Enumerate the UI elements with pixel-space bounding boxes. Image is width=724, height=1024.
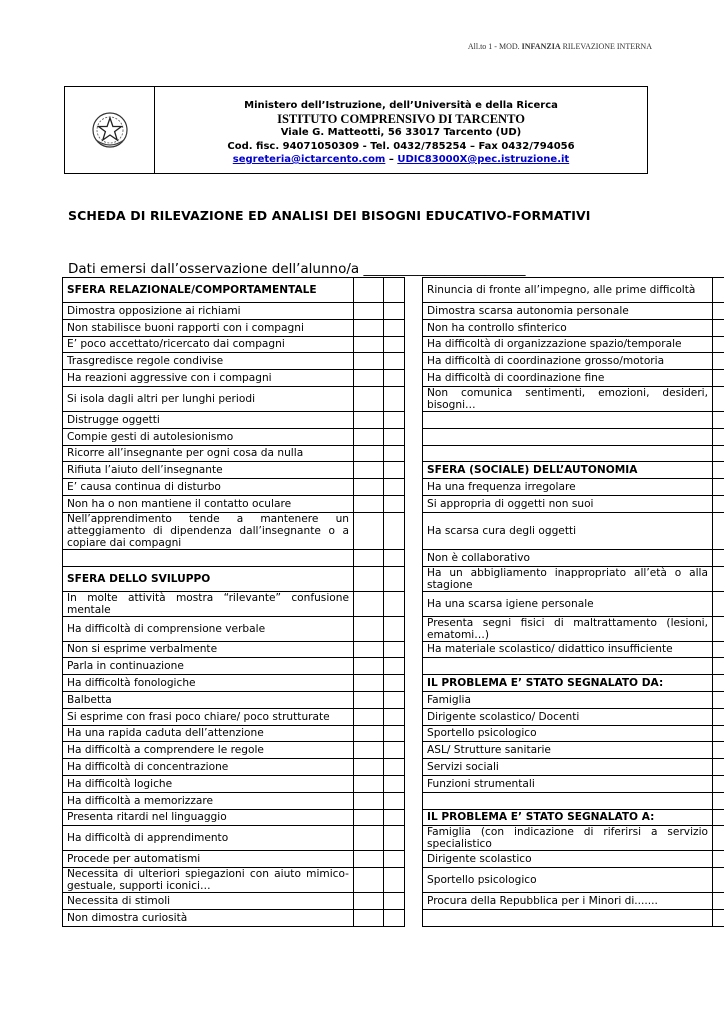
- right-item-cell: Famiglia: [423, 691, 713, 708]
- left-item-cell: Balbetta: [63, 691, 354, 708]
- left-check-cell-a[interactable]: [354, 868, 384, 893]
- table-row: [63, 759, 724, 776]
- left-check-cell-b[interactable]: [384, 658, 405, 675]
- column-gap: [405, 319, 423, 336]
- left-item-cell: Non dimostra curiosità: [63, 909, 354, 926]
- right-item-cell: Dirigente scolastico: [423, 851, 713, 868]
- right-item-cell: Si appropria di oggetti non suoi: [423, 495, 713, 512]
- column-gap: [405, 759, 423, 776]
- left-check-cell-b[interactable]: [384, 495, 405, 512]
- left-check-cell-a[interactable]: [354, 893, 384, 910]
- table-row: [63, 428, 724, 445]
- left-item-cell: Ha difficoltà di concentrazione: [63, 759, 354, 776]
- left-item-cell: Non ha o non mantiene il contatto oculare: [63, 495, 354, 512]
- right-item-cell: Ha un abbigliamento inappropriato all’età o alla stagione: [423, 566, 713, 591]
- column-gap: [405, 445, 423, 462]
- table-row: [63, 792, 724, 809]
- column-gap: [405, 353, 423, 370]
- right-item-cell: Ha difficoltà di coordinazione fine: [423, 370, 713, 387]
- right-check-cell[interactable]: [713, 479, 724, 496]
- table-row: [63, 278, 724, 303]
- column-gap: [405, 386, 423, 411]
- left-check-cell-a[interactable]: [354, 775, 384, 792]
- left-item-cell: Si isola dagli altri per lunghi periodi: [63, 386, 354, 411]
- left-item-cell: Ha difficoltà a memorizzare: [63, 792, 354, 809]
- left-item-cell: Distrugge oggetti: [63, 411, 354, 428]
- pec-link[interactable]: UDIC83000X@pec.istruzione.it: [397, 154, 570, 165]
- left-check-cell-b[interactable]: [384, 826, 405, 851]
- left-item-cell: E’ causa continua di disturbo: [63, 479, 354, 496]
- left-check-cell-b[interactable]: [384, 566, 405, 591]
- left-check-cell-a[interactable]: [354, 428, 384, 445]
- left-check-cell-b[interactable]: [384, 479, 405, 496]
- right-item-cell: Rinuncia di fronte all’impegno, alle prime difficoltà: [423, 278, 713, 303]
- right-item-cell: [423, 445, 713, 462]
- left-check-cell-b[interactable]: [384, 512, 405, 549]
- table-row: [63, 616, 724, 641]
- left-item-cell: Nell’apprendimento tende a mantenere un atteggiamento di dipendenza dall’insegnante o a copiare dai compagni: [63, 512, 354, 549]
- left-check-cell-b[interactable]: [384, 675, 405, 692]
- left-check-cell-b[interactable]: [384, 591, 405, 616]
- left-item-cell: Rifiuta l’aiuto dell’insegnante: [63, 462, 354, 479]
- right-check-cell[interactable]: [713, 658, 724, 675]
- column-gap: [405, 809, 423, 826]
- right-item-cell: Non comunica sentimenti, emozioni, desideri, bisogni…: [423, 386, 713, 411]
- left-check-cell-a[interactable]: [354, 512, 384, 549]
- table-row: [63, 512, 724, 549]
- table-row: [63, 386, 724, 411]
- right-check-cell[interactable]: [713, 616, 724, 641]
- right-item-cell: Ha difficoltà di coordinazione grosso/motoria: [423, 353, 713, 370]
- right-item-cell: Ha difficoltà di organizzazione spazio/temporale: [423, 336, 713, 353]
- right-item-cell: Ha una frequenza irregolare: [423, 479, 713, 496]
- left-check-cell-a[interactable]: [354, 566, 384, 591]
- left-check-cell-a[interactable]: [354, 445, 384, 462]
- table-row: [63, 909, 724, 926]
- left-item-cell: Presenta ritardi nel linguaggio: [63, 809, 354, 826]
- left-item-cell: Procede per automatismi: [63, 851, 354, 868]
- column-gap: [405, 566, 423, 591]
- right-item-cell: ASL/ Strutture sanitarie: [423, 742, 713, 759]
- table-row: [63, 445, 724, 462]
- ministry-name: Ministero dell’Istruzione, dell’Università e della Ricerca: [244, 100, 558, 111]
- right-check-cell[interactable]: [713, 386, 724, 411]
- table-row: [63, 641, 724, 658]
- column-gap: [405, 742, 423, 759]
- column-gap: [405, 792, 423, 809]
- table-row: [63, 411, 724, 428]
- table-row: [63, 591, 724, 616]
- left-check-cell-a[interactable]: [354, 675, 384, 692]
- left-item-cell: Ha difficoltà di comprensione verbale: [63, 616, 354, 641]
- left-check-cell-b[interactable]: [384, 792, 405, 809]
- column-gap: [405, 428, 423, 445]
- right-check-cell[interactable]: [713, 566, 724, 591]
- left-item-cell: Ha difficoltà a comprendere le regole: [63, 742, 354, 759]
- table-row: [63, 495, 724, 512]
- left-check-cell-b[interactable]: [384, 278, 405, 303]
- left-check-cell-b[interactable]: [384, 759, 405, 776]
- left-item-cell: Dimostra opposizione ai richiami: [63, 303, 354, 320]
- column-gap: [405, 616, 423, 641]
- right-item-cell: Procura della Repubblica per i Minori di.......: [423, 893, 713, 910]
- left-check-cell-b[interactable]: [384, 809, 405, 826]
- left-check-cell-b[interactable]: [384, 775, 405, 792]
- left-check-cell-a[interactable]: [354, 708, 384, 725]
- form-title: SCHEDA DI RILEVAZIONE ED ANALISI DEI BISOGNI EDUCATIVO-FORMATIVI: [68, 208, 591, 223]
- email-separator: –: [388, 154, 394, 165]
- left-item-cell: SFERA RELAZIONALE/COMPORTAMENTALE: [63, 278, 354, 303]
- left-check-cell-b[interactable]: [384, 725, 405, 742]
- column-gap: [405, 658, 423, 675]
- left-check-cell-a[interactable]: [354, 370, 384, 387]
- left-check-cell-a[interactable]: [354, 549, 384, 566]
- left-check-cell-a[interactable]: [354, 691, 384, 708]
- left-check-cell-b[interactable]: [384, 462, 405, 479]
- email-link[interactable]: segreteria@ictarcento.com: [232, 154, 386, 165]
- column-gap: [405, 708, 423, 725]
- column-gap: [405, 411, 423, 428]
- right-item-cell: Dimostra scarsa autonomia personale: [423, 303, 713, 320]
- left-check-cell-b[interactable]: [384, 549, 405, 566]
- column-gap: [405, 495, 423, 512]
- left-item-cell: Trasgredisce regole condivise: [63, 353, 354, 370]
- right-check-cell[interactable]: [713, 641, 724, 658]
- right-item-cell: IL PROBLEMA E’ STATO SEGNALATO DA:: [423, 675, 713, 692]
- right-check-cell[interactable]: [713, 353, 724, 370]
- column-gap: [405, 370, 423, 387]
- table-row: [63, 809, 724, 826]
- right-check-cell[interactable]: [713, 675, 724, 692]
- document-reference: All.to 1 - MOD. INFANZIA RILEVAZIONE INTERNA: [467, 42, 652, 51]
- right-check-cell[interactable]: [713, 893, 724, 910]
- column-gap: [405, 591, 423, 616]
- left-check-cell-a[interactable]: [354, 658, 384, 675]
- left-check-cell-b[interactable]: [384, 641, 405, 658]
- left-item-cell: Ricorre all’insegnante per ogni cosa da nulla: [63, 445, 354, 462]
- left-check-cell-a[interactable]: [354, 725, 384, 742]
- right-item-cell: Ha materiale scolastico/ didattico insufficiente: [423, 641, 713, 658]
- right-item-cell: Dirigente scolastico/ Docenti: [423, 708, 713, 725]
- right-item-cell: SFERA (SOCIALE) DELL’AUTONOMIA: [423, 462, 713, 479]
- left-check-cell-b[interactable]: [384, 428, 405, 445]
- left-item-cell: Parla in continuazione: [63, 658, 354, 675]
- table-row: [63, 868, 724, 893]
- right-check-cell[interactable]: [713, 809, 724, 826]
- right-item-cell: Non è collaborativo: [423, 549, 713, 566]
- left-check-cell-a[interactable]: [354, 641, 384, 658]
- right-check-cell[interactable]: [713, 691, 724, 708]
- table-row: [63, 691, 724, 708]
- table-row: [63, 479, 724, 496]
- right-check-cell[interactable]: [713, 909, 724, 926]
- left-check-cell-a[interactable]: [354, 319, 384, 336]
- left-check-cell-a[interactable]: [354, 616, 384, 641]
- right-item-cell: IL PROBLEMA E’ STATO SEGNALATO A:: [423, 809, 713, 826]
- column-gap: [405, 549, 423, 566]
- left-item-cell: Ha difficoltà di apprendimento: [63, 826, 354, 851]
- right-check-cell[interactable]: [713, 775, 724, 792]
- right-check-cell[interactable]: [713, 462, 724, 479]
- right-check-cell[interactable]: [713, 792, 724, 809]
- school-name: ISTITUTO COMPRENSIVO DI TARCENTO: [277, 111, 525, 126]
- column-gap: [405, 909, 423, 926]
- left-check-cell-b[interactable]: [384, 411, 405, 428]
- right-item-cell: Famiglia (con indicazione di riferirsi a servizio specialistico: [423, 826, 713, 851]
- left-item-cell: Necessita di ulteriori spiegazioni con aiuto mimico-gestuale, supporti iconici…: [63, 868, 354, 893]
- table-row: [63, 566, 724, 591]
- right-check-cell[interactable]: [713, 708, 724, 725]
- left-check-cell-a[interactable]: [354, 792, 384, 809]
- left-check-cell-a[interactable]: [354, 386, 384, 411]
- column-gap: [405, 893, 423, 910]
- table-row: [63, 742, 724, 759]
- school-contacts: Cod. fisc. 94071050309 - Tel. 0432/785254 – Fax 0432/794056: [227, 140, 575, 152]
- left-check-cell-b[interactable]: [384, 336, 405, 353]
- emblem-cell: [65, 87, 155, 173]
- letterhead-box: [64, 86, 648, 174]
- right-item-cell: [423, 909, 713, 926]
- table-row: [63, 675, 724, 692]
- left-check-cell-b[interactable]: [384, 851, 405, 868]
- left-check-cell-b[interactable]: [384, 319, 405, 336]
- left-check-cell-a[interactable]: [354, 278, 384, 303]
- left-check-cell-a[interactable]: [354, 411, 384, 428]
- column-gap: [405, 725, 423, 742]
- left-check-cell-a[interactable]: [354, 353, 384, 370]
- right-item-cell: Ha scarsa cura degli oggetti: [423, 512, 713, 549]
- table-row: [63, 851, 724, 868]
- left-check-cell-b[interactable]: [384, 445, 405, 462]
- left-check-cell-b[interactable]: [384, 353, 405, 370]
- right-check-cell[interactable]: [713, 445, 724, 462]
- right-check-cell[interactable]: [713, 411, 724, 428]
- left-check-cell-b[interactable]: [384, 386, 405, 411]
- right-item-cell: Sportello psicologico: [423, 868, 713, 893]
- table-row: [63, 549, 724, 566]
- table-row: [63, 462, 724, 479]
- right-check-cell[interactable]: [713, 303, 724, 320]
- left-item-cell: Compie gesti di autolesionismo: [63, 428, 354, 445]
- right-item-cell: Servizi sociali: [423, 759, 713, 776]
- table-row: [63, 775, 724, 792]
- left-check-cell-a[interactable]: [354, 462, 384, 479]
- left-check-cell-b[interactable]: [384, 909, 405, 926]
- left-check-cell-b[interactable]: [384, 370, 405, 387]
- column-gap: [405, 303, 423, 320]
- left-check-cell-a[interactable]: [354, 336, 384, 353]
- right-item-cell: [423, 792, 713, 809]
- left-item-cell: Non stabilisce buoni rapporti con i compagni: [63, 319, 354, 336]
- left-check-cell-a[interactable]: [354, 303, 384, 320]
- left-check-cell-a[interactable]: [354, 495, 384, 512]
- right-check-cell[interactable]: [713, 319, 724, 336]
- left-check-cell-a[interactable]: [354, 851, 384, 868]
- right-check-cell[interactable]: [713, 826, 724, 851]
- left-item-cell: E’ poco accettato/ricercato dai compagni: [63, 336, 354, 353]
- table-row: [63, 893, 724, 910]
- left-check-cell-b[interactable]: [384, 893, 405, 910]
- email-links: [155, 153, 647, 167]
- right-check-cell[interactable]: [713, 725, 724, 742]
- left-item-cell: Ha difficoltà logiche: [63, 775, 354, 792]
- column-gap: [405, 462, 423, 479]
- right-item-cell: Ha una scarsa igiene personale: [423, 591, 713, 616]
- left-check-cell-a[interactable]: [354, 809, 384, 826]
- table-row: [63, 353, 724, 370]
- left-check-cell-b[interactable]: [384, 708, 405, 725]
- table-row: [63, 708, 724, 725]
- right-item-cell: Sportello psicologico: [423, 725, 713, 742]
- left-item-cell: SFERA DELLO SVILUPPO: [63, 566, 354, 591]
- table-row: [63, 826, 724, 851]
- left-check-cell-a[interactable]: [354, 742, 384, 759]
- italian-republic-emblem-icon: [90, 110, 130, 150]
- column-gap: [405, 512, 423, 549]
- left-check-cell-b[interactable]: [384, 742, 405, 759]
- table-row: [63, 725, 724, 742]
- right-check-cell[interactable]: [713, 336, 724, 353]
- right-check-cell[interactable]: [713, 742, 724, 759]
- right-item-cell: Presenta segni fisici di maltrattamento (lesioni, ematomi…): [423, 616, 713, 641]
- column-gap: [405, 826, 423, 851]
- left-item-cell: Ha reazioni aggressive con i compagni: [63, 370, 354, 387]
- right-item-cell: Funzioni strumentali: [423, 775, 713, 792]
- left-check-cell-a[interactable]: [354, 591, 384, 616]
- left-item-cell: [63, 549, 354, 566]
- right-item-cell: [423, 411, 713, 428]
- left-item-cell: Necessita di stimoli: [63, 893, 354, 910]
- left-check-cell-b[interactable]: [384, 868, 405, 893]
- right-item-cell: Non ha controllo sfinterico: [423, 319, 713, 336]
- left-check-cell-b[interactable]: [384, 616, 405, 641]
- table-row: [63, 336, 724, 353]
- letterhead-text: [155, 99, 647, 167]
- column-gap: [405, 675, 423, 692]
- column-gap: [405, 868, 423, 893]
- right-check-cell[interactable]: [713, 851, 724, 868]
- left-check-cell-a[interactable]: [354, 826, 384, 851]
- column-gap: [405, 691, 423, 708]
- left-check-cell-a[interactable]: [354, 909, 384, 926]
- school-address: Viale G. Matteotti, 56 33017 Tarcento (UD): [280, 127, 522, 138]
- right-item-cell: [423, 658, 713, 675]
- right-check-cell[interactable]: [713, 370, 724, 387]
- left-check-cell-a[interactable]: [354, 479, 384, 496]
- right-check-cell[interactable]: [713, 591, 724, 616]
- right-check-cell[interactable]: [713, 868, 724, 893]
- column-gap: [405, 641, 423, 658]
- observation-table: [62, 277, 724, 927]
- right-check-cell[interactable]: [713, 759, 724, 776]
- left-check-cell-a[interactable]: [354, 759, 384, 776]
- left-check-cell-b[interactable]: [384, 303, 405, 320]
- right-check-cell[interactable]: [713, 549, 724, 566]
- column-gap: [405, 336, 423, 353]
- left-item-cell: Si esprime con frasi poco chiare/ poco strutturate: [63, 708, 354, 725]
- table-row: [63, 319, 724, 336]
- left-item-cell: Ha una rapida caduta dell’attenzione: [63, 725, 354, 742]
- right-check-cell[interactable]: [713, 512, 724, 549]
- right-item-cell: [423, 428, 713, 445]
- right-check-cell[interactable]: [713, 428, 724, 445]
- column-gap: [405, 479, 423, 496]
- left-item-cell: In molte attività mostra “rilevante” confusione mentale: [63, 591, 354, 616]
- left-item-cell: Non si esprime verbalmente: [63, 641, 354, 658]
- table-row: [63, 370, 724, 387]
- student-name-line: Dati emersi dall’osservazione dell’alunno/a ________________________: [68, 261, 526, 277]
- right-check-cell[interactable]: [713, 495, 724, 512]
- left-item-cell: Ha difficoltà fonologiche: [63, 675, 354, 692]
- column-gap: [405, 851, 423, 868]
- column-gap: [405, 278, 423, 303]
- table-row: [63, 658, 724, 675]
- table-row: [63, 303, 724, 320]
- column-gap: [405, 775, 423, 792]
- left-check-cell-b[interactable]: [384, 691, 405, 708]
- right-check-cell[interactable]: [713, 278, 724, 303]
